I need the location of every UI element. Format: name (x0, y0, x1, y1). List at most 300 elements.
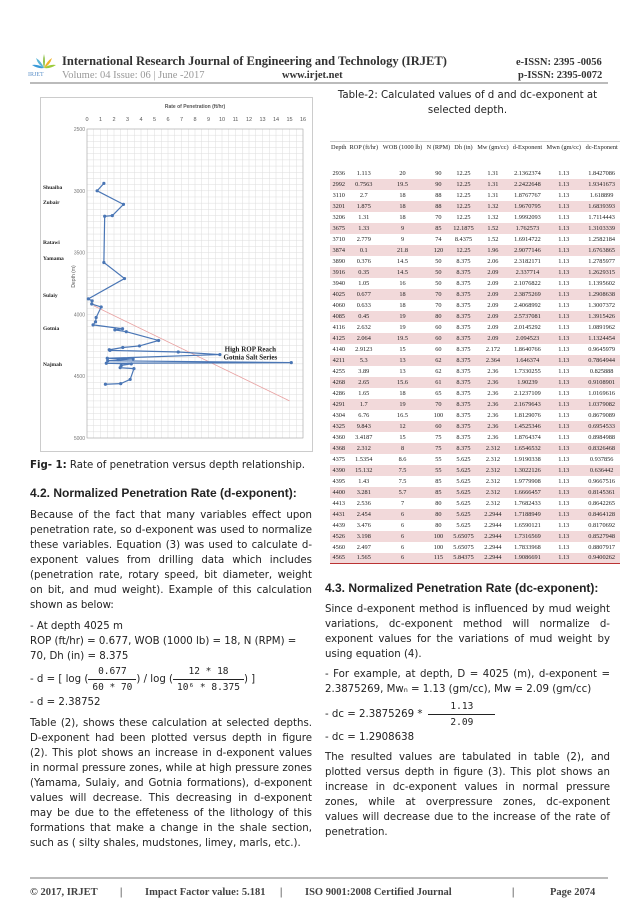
table-cell: 3.198 (348, 531, 381, 542)
table-cell: 3206 (332, 213, 346, 221)
table-cell: 2.65 (348, 377, 381, 388)
table-row (330, 201, 620, 212)
table-cell: 1.8129076 (514, 411, 541, 419)
table-cell: 1.2908638 (583, 289, 620, 300)
rop-data-point (157, 339, 160, 342)
left-column (30, 458, 312, 851)
table-cell: 19 (380, 311, 425, 322)
table-cell: 14.5 (380, 267, 425, 278)
table-cell: 16.5 (397, 411, 409, 419)
table-cell: 8.375 (452, 443, 475, 454)
x-tick-label: 4 (139, 117, 143, 123)
table-cell: 60 (435, 345, 442, 353)
table-cell: 1.6914722 (514, 235, 541, 243)
column-header: Depth (330, 142, 348, 168)
table-cell: 12.25 (452, 179, 475, 190)
table-cell: 16 (399, 279, 406, 287)
table-cell: 85 (435, 477, 442, 485)
table-cell: 2.09 (475, 311, 511, 322)
table-cell: 18 (380, 201, 425, 212)
right-column (325, 580, 610, 840)
formation-label: Shuaiba (43, 185, 63, 192)
table-cell: 3.89 (358, 367, 370, 375)
table-cell: 85 (425, 487, 452, 498)
table-row (330, 366, 620, 377)
table-cell: 1.13 (544, 179, 583, 190)
table-cell: 70 (435, 213, 442, 221)
table-cell: 1.13 (544, 355, 583, 366)
table-cell: 100 (433, 411, 444, 419)
table-cell: 1.9670795 (511, 201, 544, 212)
table-cell: 12.1875 (453, 224, 474, 232)
table-cell: 2.06 (487, 257, 499, 265)
table-cell: 1.3915426 (583, 311, 620, 322)
table-cell: 4085 (330, 311, 348, 322)
x-tick-label: 14 (272, 117, 280, 123)
table-cell: 1.2629315 (583, 267, 620, 278)
table-cell: 4025 (330, 289, 348, 300)
table-cell: 12.25 (456, 213, 471, 221)
table-cell: 0.9645979 (588, 345, 616, 353)
table-cell: 88 (435, 191, 442, 199)
table-cell: 8.375 (452, 355, 475, 366)
table-cell: 4325 (330, 421, 348, 432)
table-row (330, 234, 620, 245)
table-cell: 4565 (330, 553, 348, 564)
left-paragraph-1: Because of the fact that many variables effect upon penetration rate, so d-exponent was used to normalize these variables. Equation (3) was used to calculate d-exponent values from drilling data which includes (penetration rate, rotary speed, bit diameter, weight on bit, and mud weight). Example of this calculation shown as below: (30, 510, 312, 611)
table-cell: 1.52 (475, 223, 511, 234)
table-row (330, 179, 620, 190)
x-tick-label: 11 (232, 117, 239, 123)
table-cell: 12.25 (456, 169, 471, 177)
table-cell: 2.09 (475, 333, 511, 344)
chart-title: Rate of Penetration (ft/hr) (164, 104, 226, 110)
table-cell: 6 (380, 509, 425, 520)
table-cell: 2.094523 (511, 333, 544, 344)
table-cell: 1.13 (544, 201, 583, 212)
formation-label: Najmah (43, 361, 62, 368)
table-row (330, 542, 620, 553)
table-cell: 1.9341673 (583, 179, 620, 190)
table-cell: 8.375 (452, 289, 475, 300)
d-exponent-equation (30, 664, 312, 695)
rop-data-point (105, 362, 108, 365)
table-cell: 1.13 (558, 389, 570, 397)
rop-data-point (94, 320, 97, 323)
table-cell: 1.32 (475, 201, 511, 212)
x-tick-label: 6 (166, 117, 170, 123)
table-row (330, 355, 620, 366)
table-cell: 1.96 (475, 245, 511, 256)
table-cell: 5.625 (456, 477, 471, 485)
formation-label: Gotnia (43, 325, 60, 332)
column-header: Dh (in) (452, 142, 475, 168)
table-cell: 2.09 (487, 323, 499, 331)
table-row (330, 520, 620, 531)
table-cell: 2.337714 (511, 267, 544, 278)
table-cell: 4291 (330, 399, 348, 410)
table-row (330, 223, 620, 234)
table-cell: 2.2944 (475, 531, 511, 542)
table-cell: 4255 (332, 367, 346, 375)
rop-data-point (290, 361, 293, 364)
e-issn: e-ISSN: 2395 -0056 (516, 57, 602, 68)
table-cell: 1.13 (544, 553, 583, 564)
table-cell: 8.375 (452, 399, 475, 410)
table-cell: 60 (435, 323, 442, 331)
table-cell: 1.13 (558, 411, 570, 419)
table-cell: 75 (425, 443, 452, 454)
table-cell: 1.13 (544, 289, 583, 300)
table-cell: 4286 (332, 389, 346, 397)
fraction-1-numerator: 0.677 (88, 664, 136, 680)
table-cell: 85 (425, 223, 452, 234)
table-row (330, 377, 620, 388)
table-cell: 5.625 (452, 465, 475, 476)
table-row (330, 410, 620, 421)
rop-data-point (123, 277, 126, 280)
table-cell: 1.646374 (511, 355, 544, 366)
table-cell: 2.7 (359, 191, 368, 199)
table-cell: 1.9190338 (514, 455, 541, 463)
rop-data-point (104, 383, 107, 386)
table-cell: 1.13 (544, 223, 583, 234)
rop-data-point (100, 305, 103, 308)
table-cell: 0.35 (348, 267, 381, 278)
rop-data-point (125, 330, 128, 333)
x-tick-label: 8 (193, 117, 197, 123)
table-cell: 120 (425, 245, 452, 256)
table-cell: 55 (425, 465, 452, 476)
dc-result: - dc = 1.2908638 (325, 732, 415, 743)
table-cell: 2.3875269 (511, 289, 544, 300)
table-cell: 4439 (332, 521, 346, 529)
table-cell: 2.312 (475, 487, 511, 498)
table-cell: 1.33 (348, 223, 381, 234)
table-cell: 1.13 (544, 421, 583, 432)
table-cell: 4390 (330, 465, 348, 476)
table-row (330, 454, 620, 465)
table-cell: 7 (400, 499, 405, 507)
table-cell: 4116 (332, 323, 345, 331)
table-row (330, 498, 620, 509)
table-cell: 50 (435, 257, 442, 265)
table-cell: 0.8984988 (588, 433, 616, 441)
table-cell: 0.8170692 (588, 521, 616, 529)
column-header: WOB (1000 lb) (380, 142, 425, 168)
table-cell: 5.625 (452, 487, 475, 498)
table-cell: 8.6 (398, 455, 407, 463)
table-cell: 1.1395602 (588, 279, 616, 287)
y-tick-label: 4000 (73, 312, 85, 319)
table-cell: 2.1679643 (511, 399, 544, 410)
table-cell: 4268 (330, 377, 348, 388)
table-cell: 9.843 (348, 421, 381, 432)
table-cell: 0.8464128 (583, 509, 620, 520)
d-result: - d = 2.38752 (30, 697, 101, 708)
table-cell: 8.375 (456, 389, 471, 397)
table-cell: 1.13 (544, 267, 583, 278)
footer-page-number: Page 2074 (550, 887, 596, 898)
formation-label: Yamama (43, 256, 64, 263)
table-cell: 1.13 (558, 433, 570, 441)
table-cell: 4560 (332, 543, 346, 551)
table-cell: 4395 (332, 477, 346, 485)
table-cell: 70 (435, 301, 442, 309)
table-cell: 0.7864944 (583, 355, 620, 366)
table-cell: 2.36 (487, 389, 499, 397)
rop-data-point (108, 349, 111, 352)
y-tick-label: 3000 (73, 188, 85, 195)
table-cell: 15 (399, 345, 406, 353)
table-cell: 2.9123 (355, 345, 373, 353)
table-cell: 0.825888 (589, 367, 614, 375)
table-cell: 2.312 (485, 477, 501, 485)
footer-separator: | (280, 887, 283, 898)
table-cell: 2.2944 (475, 509, 511, 520)
table-cell: 2.36 (487, 433, 499, 441)
footer-impact-factor: Impact Factor value: 5.181 (145, 887, 266, 898)
table-cell: 1.13 (558, 543, 570, 551)
table-cell: 8.375 (456, 367, 471, 375)
table-cell: 1.6546532 (511, 443, 544, 454)
table-cell: 1.13 (558, 213, 570, 221)
table-cell: 2.09 (475, 289, 511, 300)
footer-divider (30, 877, 608, 879)
rop-data-point (177, 350, 180, 353)
table-row (330, 289, 620, 300)
table-row (330, 333, 620, 344)
table-cell: 3.4187 (355, 433, 373, 441)
table-cell: 0.8145361 (583, 487, 620, 498)
table-cell: 1.8764374 (514, 433, 541, 441)
table-cell: 2.36 (487, 367, 499, 375)
table-cell: 1.13 (558, 191, 570, 199)
table-cell: 8.4375 (454, 235, 473, 243)
table-cell: 4125 (330, 333, 348, 344)
table-row (330, 300, 620, 311)
x-tick-label: 10 (218, 117, 226, 123)
calculated-values-table (330, 141, 620, 564)
table-cell: 2.1362374 (514, 169, 541, 177)
table-cell: 61 (425, 377, 452, 388)
table-cell: 3916 (330, 267, 348, 278)
table-cell: 3110 (332, 191, 345, 199)
table-cell: 9 (380, 223, 425, 234)
table-cell: 2.0145292 (514, 323, 541, 331)
table-cell: 1.3103339 (583, 223, 620, 234)
table-cell: 5.84375 (452, 553, 475, 564)
table-cell: 4060 (332, 301, 346, 309)
table-cell: 0.7563 (348, 179, 381, 190)
table-cell: 4360 (332, 433, 346, 441)
table-row (330, 487, 620, 498)
rop-data-point (87, 297, 90, 300)
table-cell: 4375 (332, 455, 346, 463)
table-cell: 3201 (330, 201, 348, 212)
table-cell: 3890 (332, 257, 346, 265)
fraction-2-denominator: 10⁶ * 8.375 (177, 682, 240, 693)
journal-title: International Research Journal of Engineering and Technology (IRJET) (62, 54, 447, 68)
table-cell: 4526 (330, 531, 348, 542)
table-cell: 1.113 (356, 169, 371, 177)
table-cell: 3.281 (348, 487, 381, 498)
table-cell: 1.31 (475, 179, 511, 190)
annotation-line-1: High ROP Reach (224, 345, 277, 354)
table-cell: 100 (433, 543, 444, 551)
rop-data-point (117, 358, 120, 361)
table-cell: 12.25 (456, 191, 471, 199)
y-tick-label: 3500 (73, 250, 85, 257)
table-cell: 1.0891962 (588, 323, 616, 331)
table-cell: 2.632 (356, 323, 371, 331)
table-cell: 4400 (330, 487, 348, 498)
table-cell: 8.375 (456, 301, 471, 309)
table-row (330, 168, 620, 179)
table-cell: 1.13 (544, 399, 583, 410)
example-values: ROP (ft/hr) = 0.677, WOB (1000 lb) = 18, N (RPM) = 70, Dh (in) = 8.375 (30, 636, 297, 662)
table-cell: 4431 (330, 509, 348, 520)
table-cell: 2992 (330, 179, 348, 190)
table-cell: 1.13 (544, 443, 583, 454)
x-tick-label: 5 (152, 117, 157, 123)
table-cell: 18 (399, 389, 406, 397)
table-cell: 2.312 (475, 443, 511, 454)
table-cell: 1.52 (487, 235, 499, 243)
table-cell: 62 (425, 355, 452, 366)
table-cell: 2.36 (475, 421, 511, 432)
column-header: ROP (ft/hr) (348, 142, 381, 168)
table-cell: 74 (435, 235, 442, 243)
table-cell: 0.9400262 (583, 553, 620, 564)
table-cell: 2.172 (485, 345, 501, 353)
table-cell: 88 (425, 201, 452, 212)
website-link[interactable]: www.irjet.net (282, 70, 343, 81)
rop-data-point (113, 328, 116, 331)
table-cell: 19.5 (380, 333, 425, 344)
table-row (330, 465, 620, 476)
fraction-2 (173, 664, 244, 695)
table-cell: 1.13 (558, 367, 570, 375)
table-cell: 7.5 (398, 477, 407, 485)
rop-data-point (119, 366, 122, 369)
table-cell: 2.2944 (484, 521, 502, 529)
table-cell: 1.7114443 (588, 213, 615, 221)
table-cell: 3874 (330, 245, 348, 256)
table-cell: 8.375 (456, 411, 471, 419)
table-cell: 1.13 (544, 465, 583, 476)
table-cell: 2.312 (485, 499, 501, 507)
table-row (330, 344, 620, 355)
formation-label: Zubair (43, 199, 60, 206)
table-cell: 6 (380, 531, 425, 542)
table-cell: 3710 (332, 235, 346, 243)
table-cell: 2.497 (356, 543, 371, 551)
rop-data-point (95, 316, 98, 319)
table-cell: 1.2582184 (588, 235, 616, 243)
table-cell: 2.064 (348, 333, 381, 344)
rop-data-point (111, 214, 114, 217)
column-header: dc-Exponent (583, 142, 620, 168)
table-cell: 5.625 (456, 455, 471, 463)
table-cell: 1.7316569 (511, 531, 544, 542)
footer-separator: | (120, 887, 123, 898)
table-cell: 8.375 (452, 421, 475, 432)
table-cell: 80 (435, 521, 442, 529)
table-header-row (330, 142, 620, 168)
table-row (330, 421, 620, 432)
table-cell: 8.375 (452, 377, 475, 388)
dc-example: - For example, at depth, D = 4025 (m), d-exponent = 2.3875269, Mwₙ = 1.13 (gm/cc), Mw = 2.09 (gm/cc) (325, 669, 610, 695)
table-cell: 1.8427086 (588, 169, 616, 177)
table-cell: 1.565 (348, 553, 381, 564)
table-cell: 2.2944 (475, 553, 511, 564)
rop-data-point (138, 344, 141, 347)
table-cell: 50 (425, 267, 452, 278)
table-row (330, 443, 620, 454)
table-cell: 1.13 (544, 509, 583, 520)
table-cell: 2.454 (348, 509, 381, 520)
x-tick-label: 2 (112, 117, 116, 123)
table-cell: 115 (425, 553, 452, 564)
table-cell: 13 (399, 367, 406, 375)
rop-data-point (121, 346, 124, 349)
table-cell: 1.8640766 (514, 345, 541, 353)
table-cell: 1.13 (544, 487, 583, 498)
table-cell: 21.8 (380, 245, 425, 256)
table-cell: 0.937856 (589, 455, 614, 463)
table-cell: 1.13 (558, 169, 570, 177)
table-cell: 1.2785977 (588, 257, 616, 265)
table-cell: 1.7682433 (514, 499, 541, 507)
table-cell: 0.45 (348, 311, 381, 322)
table-cell: 3675 (330, 223, 348, 234)
table-cell: 1.31 (487, 169, 499, 177)
footer-iso: ISO 9001:2008 Certified Journal (305, 887, 452, 898)
table-cell: 80 (425, 509, 452, 520)
rop-data-point (129, 378, 132, 381)
table-row (330, 267, 620, 278)
table-cell: 6 (380, 553, 425, 564)
y-tick-label: 5000 (73, 436, 85, 442)
table-cell: 0.8679089 (588, 411, 616, 419)
table-cell: 1.9779908 (514, 477, 541, 485)
table-cell: 2.9077146 (511, 245, 544, 256)
dc-fraction-denominator: 2.09 (450, 717, 474, 728)
table-cell: 4140 (332, 345, 346, 353)
table-cell: 2.09 (487, 301, 499, 309)
table-cell: 15.6 (380, 377, 425, 388)
table-cell: 19.5 (380, 179, 425, 190)
table-cell: 7.5 (380, 465, 425, 476)
y-axis-label: Depth (m) (71, 265, 77, 288)
table-cell: 2.36 (487, 411, 499, 419)
dc-eq-prefix: - dc = 2.3875269 * (325, 709, 423, 720)
table-cell: 12.25 (452, 201, 475, 212)
table-cell: 0.1 (348, 245, 381, 256)
table-cell: 0.633 (356, 301, 371, 309)
table-cell: 2.312 (475, 465, 511, 476)
table-cell: 1.618899 (589, 191, 614, 199)
table-cell: 1.13 (544, 531, 583, 542)
table-cell: 4211 (330, 355, 348, 366)
table-cell: 0.376 (356, 257, 371, 265)
table-cell: 2.2422648 (511, 179, 544, 190)
table-cell: 4368 (330, 443, 348, 454)
table-cell: 50 (435, 279, 442, 287)
x-tick-label: 13 (259, 117, 266, 123)
table-cell: 2.3182171 (514, 257, 541, 265)
